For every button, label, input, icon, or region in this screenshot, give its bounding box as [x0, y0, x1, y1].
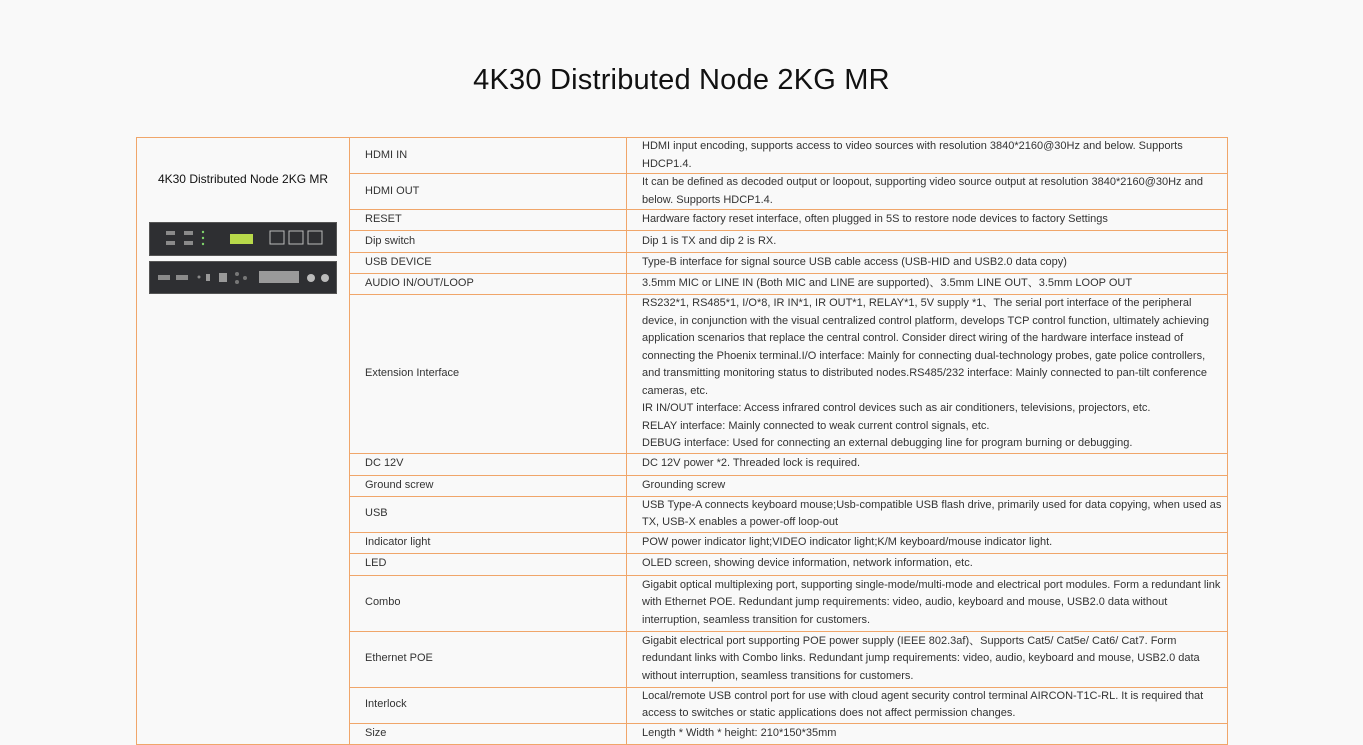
table-row — [137, 138, 1228, 174]
spec-value: Dip 1 is TX and dip 2 is RX. — [627, 231, 1228, 253]
spec-value: Local/remote USB control port for use with cloud agent security control terminal AIRCON-T1C-RL. It is required that access to switches or static applications does not affect permission changes. — [627, 687, 1228, 723]
spec-name: AUDIO IN/OUT/LOOP — [350, 274, 627, 295]
spec-name: Indicator light — [350, 532, 627, 553]
spec-name: HDMI OUT — [350, 174, 627, 210]
spec-name: USB DEVICE — [350, 253, 627, 274]
spec-name: Interlock — [350, 687, 627, 723]
page-title: 4K30 Distributed Node 2KG MR — [473, 64, 890, 96]
device-front-panel-image — [149, 222, 337, 256]
product-name: 4K30 Distributed Node 2KG MR — [157, 172, 329, 186]
spec-value: USB Type-A connects keyboard mouse;Usb-compatible USB flash drive, primarily used for data copying, when used as TX, USB-X enables a power-off loop-out — [627, 496, 1228, 532]
spec-name: HDMI IN — [350, 138, 627, 174]
spec-name: Ground screw — [350, 475, 627, 496]
spec-name: Extension Interface — [350, 295, 627, 454]
spec-value: POW power indicator light;VIDEO indicator light;K/M keyboard/mouse indicator light. — [627, 532, 1228, 553]
spec-value: Length * Width * height: 210*150*35mm — [627, 723, 1228, 744]
spec-name: USB — [350, 496, 627, 532]
spec-value: Gigabit optical multiplexing port, supporting single-mode/multi-mode and electrical port modules. Form a redundant link with Ethernet POE. Redundant jump requirements: video, audio, keyboard and mouse, USB2.0 data without interruption, seamless transition for customers. — [627, 575, 1228, 631]
spec-name: Dip switch — [350, 231, 627, 253]
spec-value: Type-B interface for signal source USB cable access (USB-HID and USB2.0 data copy) — [627, 253, 1228, 274]
spec-value: Hardware factory reset interface, often plugged in 5S to restore node devices to factory Settings — [627, 210, 1228, 231]
spec-value-line: RELAY interface: Mainly connected to weak current control signals, etc. — [642, 419, 990, 432]
spec-name: RESET — [350, 210, 627, 231]
device-rear-panel-image — [149, 261, 337, 294]
spec-name: LED — [350, 553, 627, 575]
spec-value-line: IR IN/OUT interface: Access infrared control devices such as air conditioners, televisions, projectors, etc. — [642, 402, 1151, 414]
spec-value: HDMI input encoding, supports access to video sources with resolution 3840*2160@30Hz and below. Supports HDCP1.4. — [627, 138, 1228, 174]
spec-value: 3.5mm MIC or LINE IN (Both MIC and LINE are supported)、3.5mm LINE OUT、3.5mm LOOP OUT — [627, 274, 1228, 295]
spec-value: Grounding screw — [627, 475, 1228, 496]
spec-name: DC 12V — [350, 453, 627, 475]
spec-value: OLED screen, showing device information, network information, etc. — [627, 553, 1228, 575]
spec-table — [136, 137, 1228, 745]
spec-name: Ethernet POE — [350, 631, 627, 687]
spec-value: Gigabit electrical port supporting POE power supply (IEEE 802.3af)、Supports Cat5/ Cat5e/ Cat6/ Cat7. Form redundant links with Combo links. Redundant jump requirements: video, audio, keyboard and mouse, USB2.0 data without interruption, seamless transitions for customers. — [627, 631, 1228, 687]
spec-value: DC 12V power *2. Threaded lock is required. — [627, 453, 1228, 475]
spec-value: It can be defined as decoded output or loopout, supporting video source output at resolution 3840*2160@30Hz and below. Supports HDCP1.4. — [627, 174, 1228, 210]
product-cell — [137, 138, 350, 745]
spec-value-line: DEBUG interface: Used for connecting an external debugging line for program burning or debugging. — [642, 437, 1133, 449]
spec-value-line: RS232*1, RS485*1, I/O*8, IR IN*1, IR OUT*1, RELAY*1, 5V supply *1、The serial port interface of the peripheral device, in conjunction with the visual centralized control platform, develops TCP control function, ultimately achieving application scenarios that replace the central control. Consider direct wiring of the hardware interface instead of connecting the Phoenix terminal.I/O interface: Mainly for connecting dual-technology probes, gate police controllers, and transmitting monitoring status to distributed nodes.RS485/232 interface: Mainly connected to pan-tilt conference cameras, etc. — [642, 297, 1209, 397]
spec-name: Combo — [350, 575, 627, 631]
spec-name: Size — [350, 723, 627, 744]
spec-value — [627, 295, 1228, 454]
